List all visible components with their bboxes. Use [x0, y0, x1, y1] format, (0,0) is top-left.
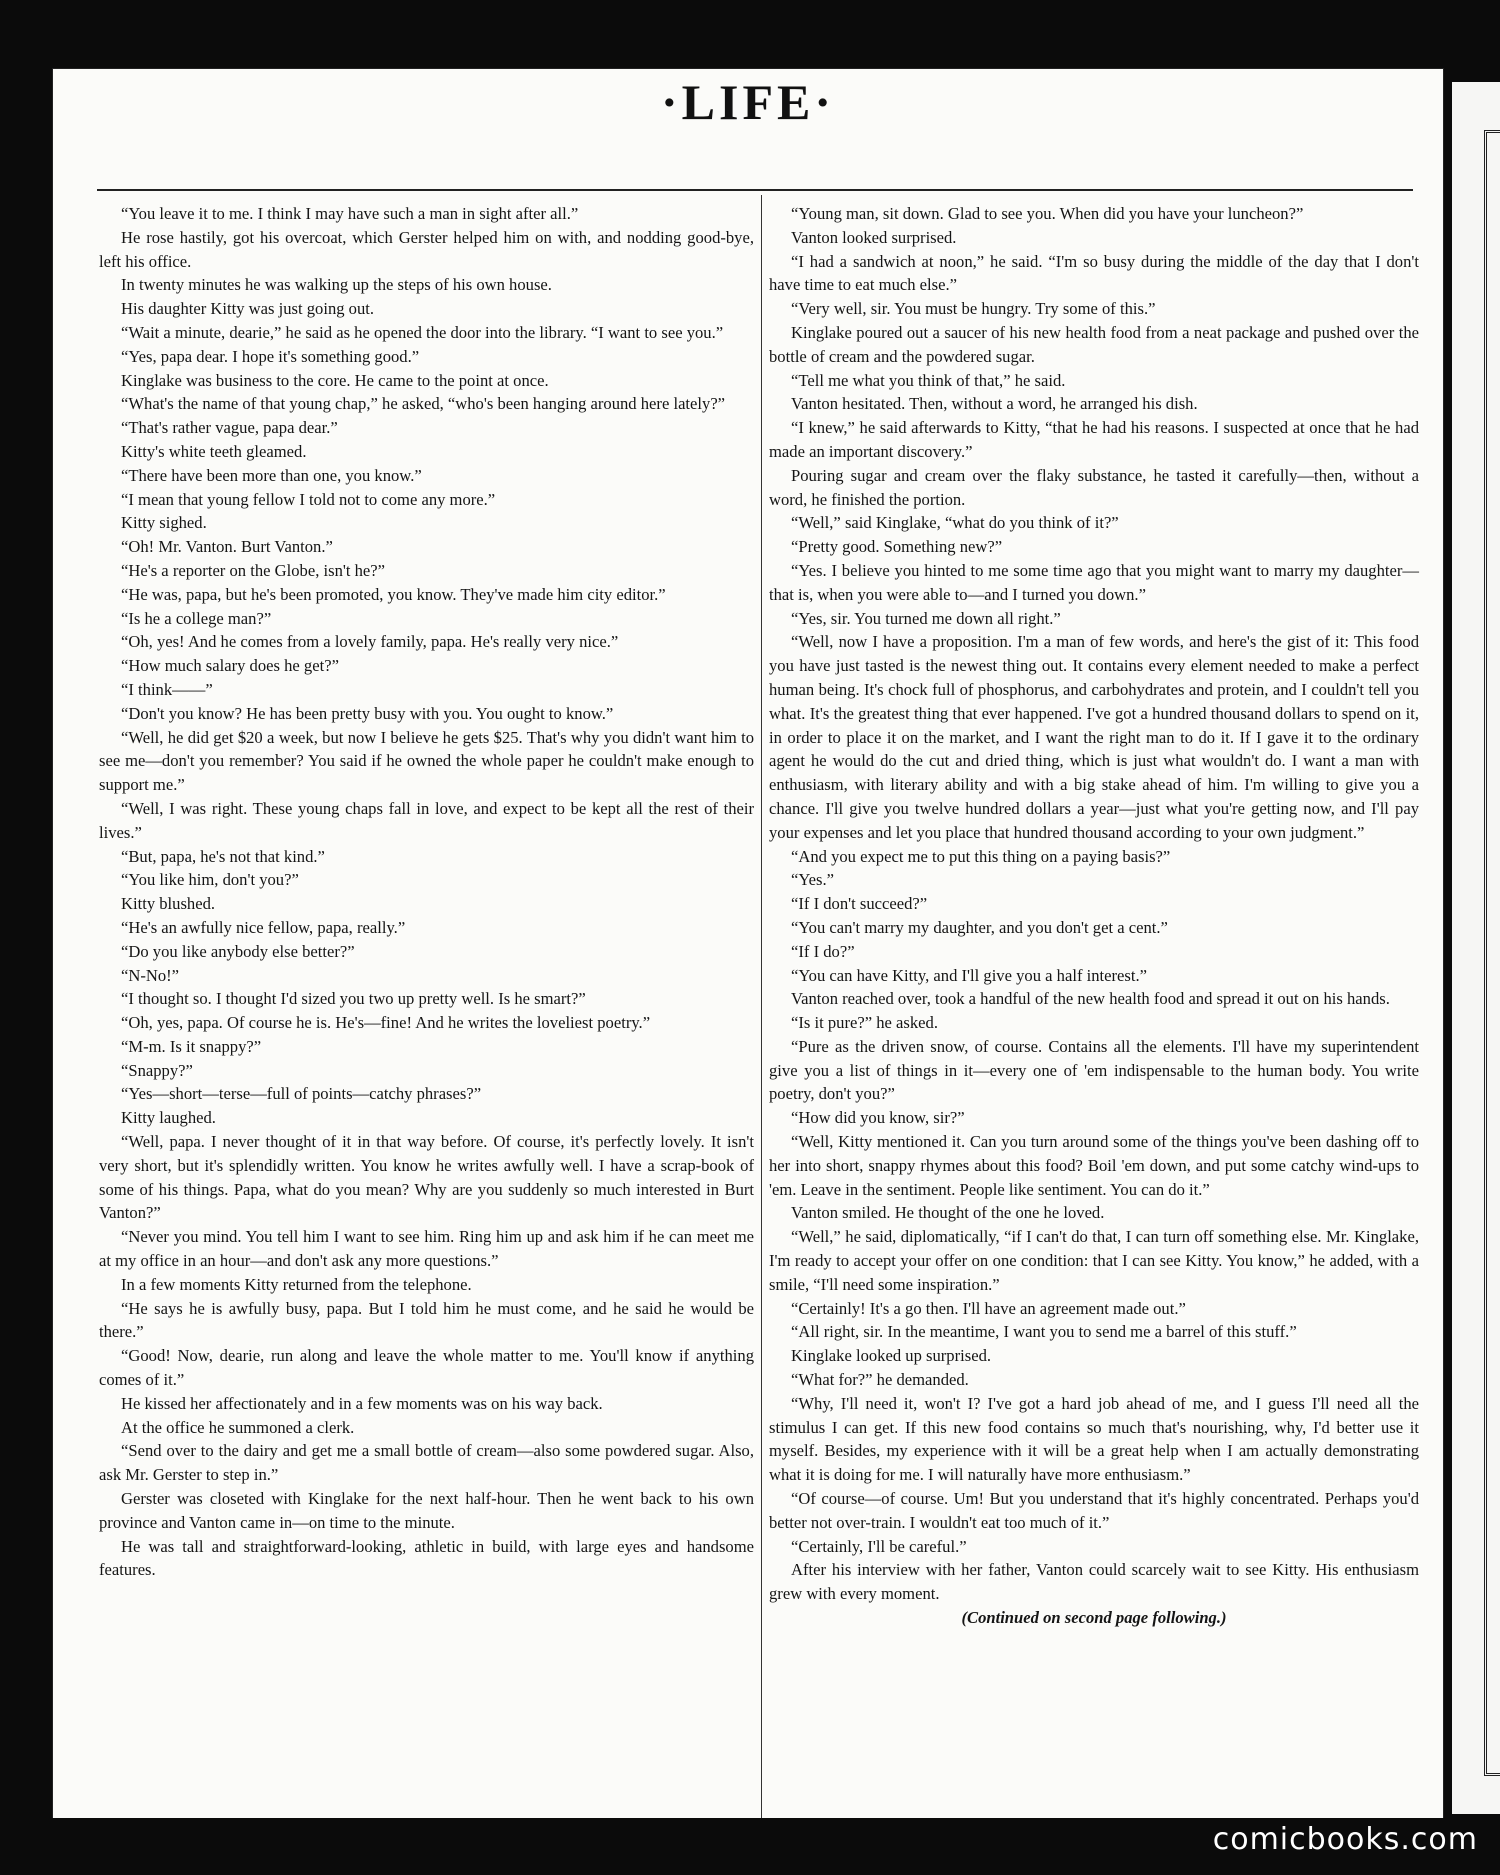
paragraph: Kinglake looked up surprised. [791, 1346, 992, 1366]
paragraph: Vanton reached over, took a handful of the new health food and spread it out on his hands. [791, 989, 1390, 1009]
paragraph: “Why, I'll need it, won't I? I've got a hard job ahead of me, and I guess I'll need all the stimulus I can get. If this new food contains so much that's nourishing, why, I'd better use it myself. Besides, my experience with it will be a great help when I am actually demonstrating what it is doing for me. I will naturally have more enthusiasm.” [769, 1393, 1419, 1485]
paragraph: “Tell me what you think of that,” he said. [791, 370, 1066, 390]
paragraph: “Certainly! It's a go then. I'll have an agreement made out.” [791, 1298, 1186, 1318]
paragraph: Vanton hesitated. Then, without a word, he arranged his dish. [791, 394, 1198, 414]
paragraph: “There have been more than one, you know.” [121, 465, 422, 485]
paragraph: “Yes—short—terse—full of points—catchy phrases?” [121, 1084, 482, 1104]
paragraph: “Well, I was right. These young chaps fall in love, and expect to be kept all the rest of their lives.” [99, 798, 754, 842]
paragraph: “I had a sandwich at noon,” he said. “I'm so busy during the middle of the day that I don't have time to eat much else.” [769, 251, 1419, 295]
paragraph: “Well,” said Kinglake, “what do you think of it?” [791, 513, 1119, 533]
paragraph: He rose hastily, got his overcoat, which Gerster helped him on with, and nodding good-bye, left his office. [99, 227, 754, 271]
paragraph: “Never you mind. You tell him I want to see him. Ring him up and ask him if he can meet me at my office in an hour—and don't ask any more questions.” [99, 1227, 754, 1271]
paragraph: “Young man, sit down. Glad to see you. When did you have your luncheon?” [791, 204, 1304, 223]
right-column [769, 202, 1419, 1630]
paragraph: “Well,” he said, diplomatically, “if I can't do that, I can turn off something else. Mr. Kinglake, I'm ready to accept your offer on one condition: that I can see Kitty. You know,” he added, with a smile, “I'll need some inspiration.” [769, 1227, 1419, 1294]
paragraph: “He was, papa, but he's been promoted, you know. They've made him city editor.” [121, 584, 666, 604]
watermark: comicbooks.com [1212, 1822, 1478, 1857]
paragraph: “I thought so. I thought I'd sized you two up pretty well. Is he smart?” [121, 989, 586, 1009]
paragraph: Kitty's white teeth gleamed. [121, 441, 307, 461]
paragraph: Gerster was closeted with Kinglake for the next half-hour. Then he went back to his own province and Vanton came in—on time to the minute. [99, 1489, 754, 1532]
paragraph: “You like him, don't you?” [121, 870, 299, 890]
paragraph: “What for?” he demanded. [791, 1370, 969, 1390]
paragraph: Kitty blushed. [121, 894, 216, 914]
paragraph: “Oh, yes! And he comes from a lovely family, papa. He's really very nice.” [121, 632, 619, 652]
paragraph: “Pure as the driven snow, of course. Contains all the elements. I'll have my superintendent give you a list of things in it—every one of 'em indispensable to the human body. You write poetry, don't you?” [769, 1036, 1419, 1104]
paragraph: Kinglake poured out a saucer of his new health food from a neat package and pushed over the bottle of cream and the powdered sugar. [769, 322, 1419, 366]
paragraph: “Don't you know? He has been pretty busy with you. You ought to know.” [121, 703, 614, 723]
paragraph: “What's the name of that young chap,” he asked, “who's been hanging around here lately?” [121, 394, 726, 414]
paragraph: “Well, now I have a proposition. I'm a man of few words, and here's the gist of it: This food you have just tasted is the newest thing out. It contains every element needed to make a perfect human being. It's chock full of phosphorus, and carbohydrates and protein, and I couldn't tell you what. It's the greatest thing that ever happened. I've got a hundred thousand dollars to spend on it, in order to place it on the market, and I want the right man to do it. If I gave it to the ordinary agent he would do the cut and dried thing, which is just what wouldn't do. I want a man with enthusiasm, with literary ability and with a big stake ahead of him. I'm willing to give you a chance. I'll give you twelve hundred dollars a year—just what you're getting now, and I'll pay your expenses and let you place that hundred thousand according to your own judgment.” [769, 632, 1419, 842]
paragraph: “Of course—of course. Um! But you understand that it's highly concentrated. Perhaps you'd better not over-train. I wouldn't eat too much of it.” [769, 1489, 1419, 1532]
paragraph: “Oh, yes, papa. Of course he is. He's—fine! And he writes the loveliest poetry.” [121, 1013, 651, 1033]
paragraph: “Yes, papa dear. I hope it's something good.” [121, 346, 420, 366]
paragraph: “Good! Now, dearie, run along and leave the whole matter to me. You'll know if anything comes of it.” [99, 1346, 754, 1390]
paragraph: “He says he is awfully busy, papa. But I told him he must come, and he said he would be there.” [99, 1298, 754, 1342]
paragraph: “If I do?” [791, 941, 855, 961]
paragraph: “Do you like anybody else better?” [121, 941, 355, 961]
paragraph: “Is it pure?” he asked. [791, 1013, 938, 1033]
paragraph: “All right, sir. In the meantime, I want you to send me a barrel of this stuff.” [791, 1322, 1297, 1342]
paragraph: His daughter Kitty was just going out. [121, 299, 375, 319]
paragraph: “Pretty good. Something new?” [791, 537, 1003, 557]
paragraph: “Certainly, I'll be careful.” [791, 1536, 967, 1556]
continued-note: (Continued on second page following.) [961, 1608, 1227, 1628]
paragraph: “How much salary does he get?” [121, 656, 339, 676]
paragraph: “Well, Kitty mentioned it. Can you turn around some of the things you've been dashing off to her into short, snappy rhymes about this food? Boil 'em down, and put some catchy wind-ups to 'em. Leave in the sentiment. People like sentiment. You can do it.” [769, 1132, 1419, 1199]
adjacent-page-edge [1452, 82, 1500, 1814]
paragraph: Vanton looked surprised. [791, 227, 957, 247]
paragraph: “N-No!” [121, 965, 180, 985]
paragraph: Vanton smiled. He thought of the one he loved. [791, 1203, 1105, 1223]
column-divider [761, 195, 762, 1845]
paragraph: “Is he a college man?” [121, 608, 272, 628]
adjacent-page-border [1484, 130, 1500, 1776]
paragraph: “You can't marry my daughter, and you don't get a cent.” [791, 917, 1168, 937]
paragraph: “I knew,” he said afterwards to Kitty, “that he had his reasons. I suspected at once that he had made an important discovery.” [769, 418, 1419, 461]
paragraph: “Oh! Mr. Vanton. Burt Vanton.” [121, 537, 333, 557]
paragraph: “Well, papa. I never thought of it in that way before. Of course, it's perfectly lovely. It isn't very short, but it's splendidly written. You know he writes awfully well. I have a scrap-book of some of his things. Papa, what do you mean? Why are you suddenly so much interested in Burt Vanton?” [99, 1132, 754, 1223]
paragraph: “If I don't succeed?” [791, 894, 928, 914]
paragraph: After his interview with her father, Vanton could scarcely wait to see Kitty. His enthusiasm grew with every moment. [769, 1560, 1419, 1604]
paragraph: “M-m. Is it snappy?” [121, 1036, 262, 1056]
paragraph: “You leave it to me. I think I may have such a man in sight after all.” [121, 204, 579, 223]
paragraph: “He's an awfully nice fellow, papa, really.” [121, 917, 406, 937]
masthead-title: ·LIFE· [660, 74, 836, 130]
paragraph: Kitty laughed. [121, 1108, 216, 1128]
paragraph: At the office he summoned a clerk. [121, 1417, 355, 1437]
paragraph: Kinglake was business to the core. He came to the point at once. [121, 370, 549, 390]
paragraph: “I think——” [121, 679, 213, 699]
paragraph: Pouring sugar and cream over the flaky substance, he tasted it carefully—then, without a word, he finished the portion. [769, 465, 1419, 509]
paragraph: “He's a reporter on the Globe, isn't he?” [121, 560, 386, 580]
paragraph: “But, papa, he's not that kind.” [121, 846, 325, 866]
paragraph: “Well, he did get $20 a week, but now I believe he gets $25. That's why you didn't want him to see me—don't you remember? You said if he owned the whole paper he couldn't make enough to support me.” [99, 727, 754, 795]
paragraph: “Yes. I believe you hinted to me some time ago that you might want to marry my daughter—that is, when you were able to—and I turned you down.” [769, 560, 1419, 604]
paragraph: In twenty minutes he was walking up the steps of his own house. [121, 275, 552, 295]
paragraph: “Send over to the dairy and get me a small bottle of cream—also some powdered sugar. Also, ask Mr. Gerster to step in.” [99, 1441, 754, 1485]
paragraph: He kissed her affectionately and in a few moments was on his way back. [121, 1393, 603, 1413]
header-rule [97, 189, 1413, 191]
left-column [99, 202, 754, 1582]
paragraph: “And you expect me to put this thing on a paying basis?” [791, 846, 1171, 866]
paragraph: Kitty sighed. [121, 513, 207, 533]
paragraph: In a few moments Kitty returned from the telephone. [121, 1274, 472, 1294]
magazine-page [52, 68, 1444, 1820]
paragraph: He was tall and straightforward-looking, athletic in build, with large eyes and handsome features. [99, 1536, 754, 1580]
paragraph: “Yes.” [791, 870, 835, 890]
paragraph: “Wait a minute, dearie,” he said as he opened the door into the library. “I want to see you.” [121, 322, 724, 342]
paragraph: “How did you know, sir?” [791, 1108, 965, 1128]
paragraph: “Snappy?” [121, 1060, 193, 1080]
paragraph: “Very well, sir. You must be hungry. Try some of this.” [791, 299, 1156, 319]
paragraph: “That's rather vague, papa dear.” [121, 418, 338, 438]
paragraph: “Yes, sir. You turned me down all right.” [791, 608, 1061, 628]
paragraph: “I mean that young fellow I told not to come any more.” [121, 489, 496, 509]
paragraph: “You can have Kitty, and I'll give you a half interest.” [791, 965, 1147, 985]
